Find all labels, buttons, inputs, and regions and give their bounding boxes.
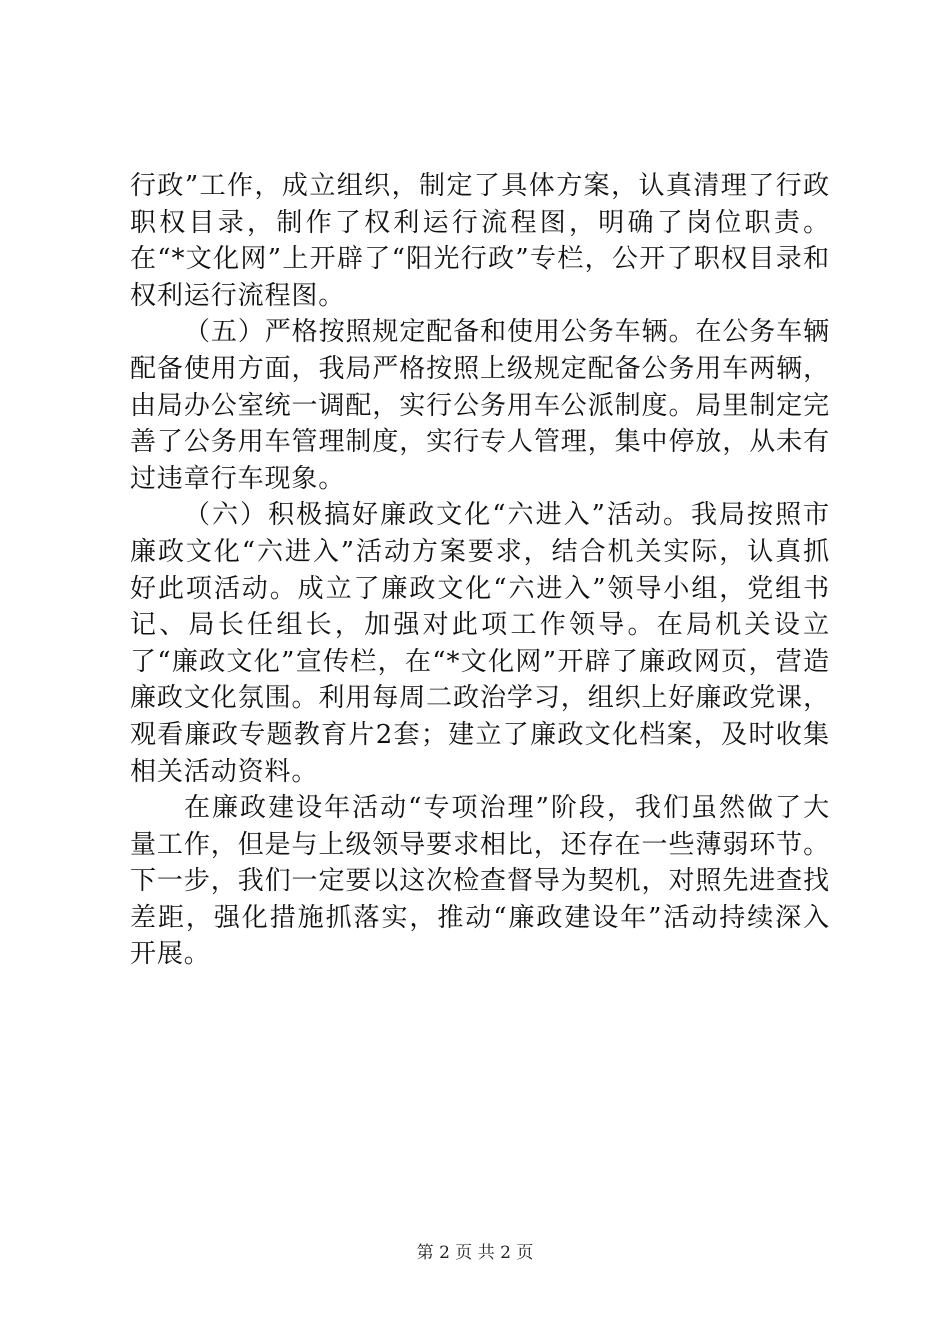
document-body bbox=[130, 168, 830, 973]
paragraph-conclusion: 在廉政建设年活动“专项治理”阶段，我们虽然做了大量工作，但是与上级领导要求相比，还存在一些薄弱环节。下一步，我们一定要以这次检查督导为契机，对照先进查找差距，强化措施抓落实，推动“廉政建设年”活动持续深入开展。 bbox=[130, 793, 830, 970]
paragraph-section-six: （六）积极搞好廉政文化“六进入”活动。我局按照市廉政文化“六进入”活动方案要求，结合机关实际，认真抓好此项活动。成立了廉政文化“六进入”领导小组，党组书记、局长任组长，加强对此项工作领导。在局机关设立了“廉政文化”宣传栏，在“*文化网”开辟了廉政网页，营造廉政文化氛围。利用每周二政治学习，组织上好廉政党课，观看廉政专题教育片2套；建立了廉政文化档案，及时收集相关活动资料。 bbox=[130, 500, 830, 787]
paragraph-continuation: 行政”工作，成立组织，制定了具体方案，认真清理了行政职权目录，制作了权利运行流程图，明确了岗位职责。在“*文化网”上开辟了“阳光行政”专栏，公开了职权目录和权利运行流程图。 bbox=[130, 171, 830, 311]
paragraph-section-five: （五）严格按照规定配备和使用公务车辆。在公务车辆配备使用方面，我局严格按照上级规定配备公务用车两辆，由局办公室统一调配，实行公务用车公派制度。局里制定完善了公务用车管理制度，实行专人管理，集中停放，从未有过违章行车现象。 bbox=[130, 317, 830, 494]
page-footer: 第 2 页 共 2 页 bbox=[416, 1243, 534, 1263]
